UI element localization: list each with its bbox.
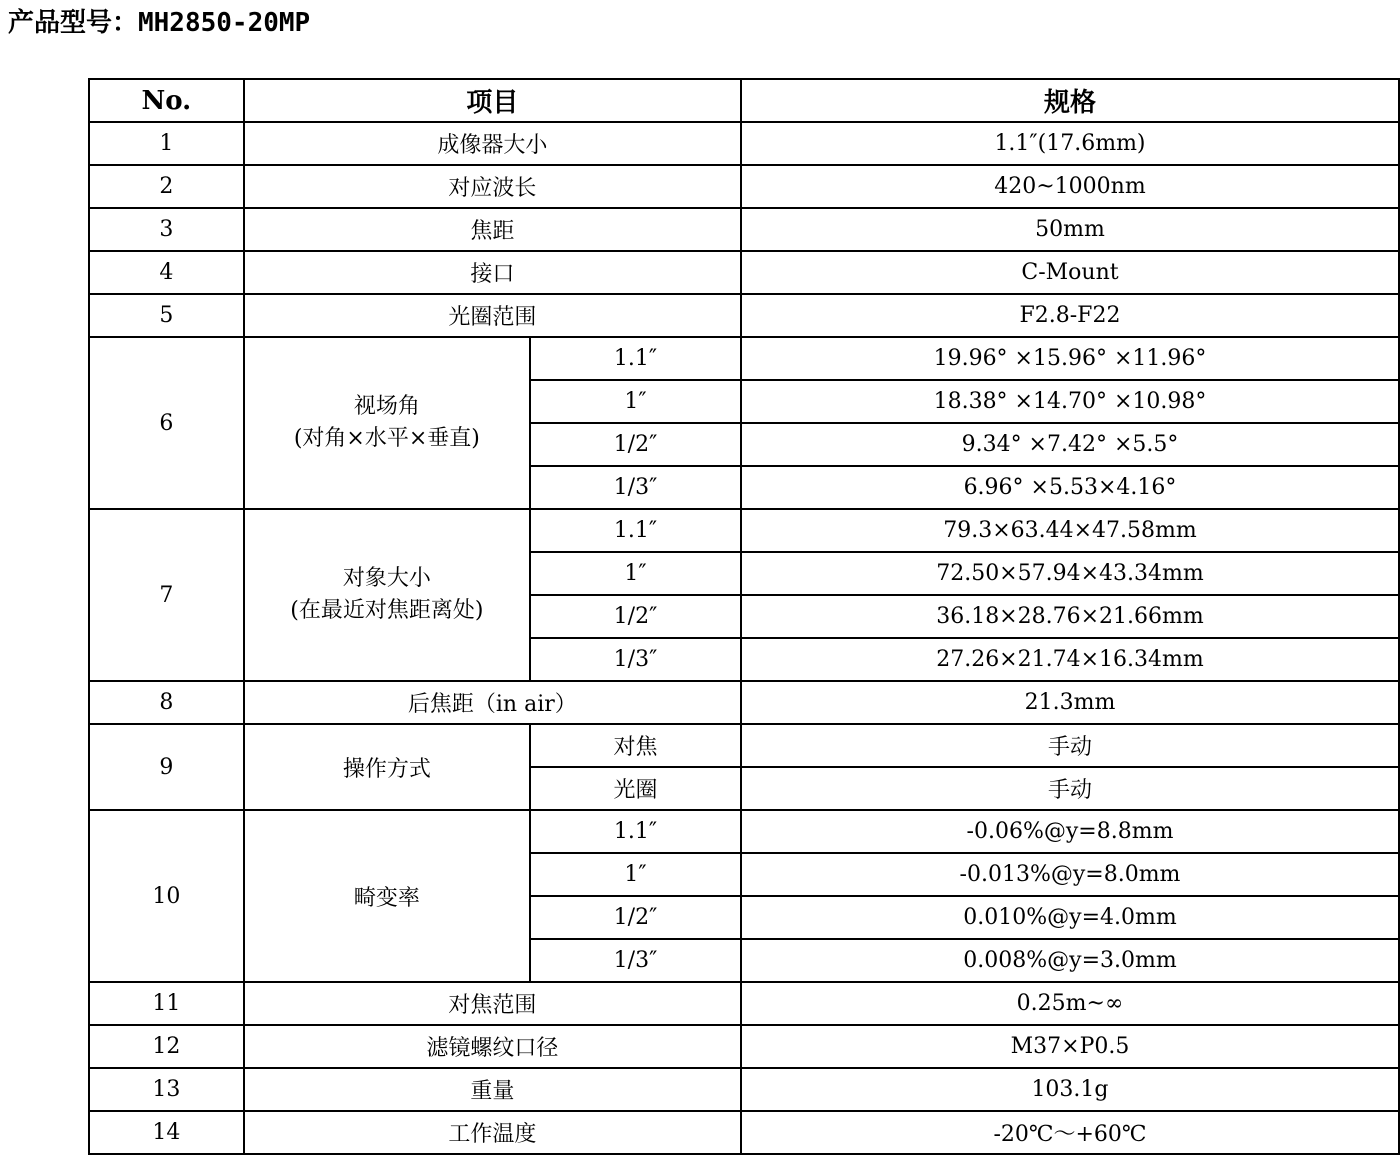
table-row [89, 294, 1399, 337]
table-row [89, 165, 1399, 208]
row-spec: 27.26×21.74×16.34mm [741, 638, 1399, 681]
row-sub: 1/3″ [530, 939, 741, 982]
row-sub: 1″ [530, 552, 741, 595]
table-row [89, 337, 1399, 380]
row-no: 3 [89, 208, 244, 251]
row-item: 对应波长 [244, 165, 741, 208]
table-row [89, 681, 1399, 724]
table-row [89, 810, 1399, 853]
row-item: 后焦距（in air） [244, 681, 741, 724]
table-row [89, 1025, 1399, 1068]
row-no: 12 [89, 1025, 244, 1068]
row-spec: 103.1g [741, 1068, 1399, 1111]
row-sub: 1″ [530, 853, 741, 896]
row-item: 重量 [244, 1068, 741, 1111]
row-spec: 手动 [741, 767, 1399, 810]
table-row [89, 208, 1399, 251]
row-sub: 对焦 [530, 724, 741, 767]
table-row [89, 122, 1399, 165]
row-spec: 50mm [741, 208, 1399, 251]
table-row [89, 251, 1399, 294]
row-no: 14 [89, 1111, 244, 1154]
row-spec: -20℃～+60℃ [741, 1111, 1399, 1154]
row-no: 6 [89, 337, 244, 509]
row-spec: 0.25m~∞ [741, 982, 1399, 1025]
row-sub: 1/2″ [530, 595, 741, 638]
row-spec: 36.18×28.76×21.66mm [741, 595, 1399, 638]
row-item: 工作温度 [244, 1111, 741, 1154]
row-spec: -0.06%@y=8.8mm [741, 810, 1399, 853]
row-item: 接口 [244, 251, 741, 294]
row-sub: 1.1″ [530, 810, 741, 853]
row-no: 2 [89, 165, 244, 208]
table-row [89, 1068, 1399, 1111]
row-spec: 0.010%@y=4.0mm [741, 896, 1399, 939]
table-row [89, 982, 1399, 1025]
row-item: 操作方式 [244, 724, 530, 810]
row-no: 7 [89, 509, 244, 681]
row-spec: 79.3×63.44×47.58mm [741, 509, 1399, 552]
row-sub: 1.1″ [530, 337, 741, 380]
row-spec: 19.96° ×15.96° ×11.96° [741, 337, 1399, 380]
row-sub: 1/3″ [530, 638, 741, 681]
page-title: 产品型号：MH2850-20MP [8, 8, 311, 38]
row-no: 5 [89, 294, 244, 337]
row-spec: 420~1000nm [741, 165, 1399, 208]
row-spec: 21.3mm [741, 681, 1399, 724]
row-spec: 0.008%@y=3.0mm [741, 939, 1399, 982]
row-no: 11 [89, 982, 244, 1025]
row-spec: 6.96° ×5.53×4.16° [741, 466, 1399, 509]
table-row [89, 509, 1399, 552]
header-item: 项目 [244, 79, 741, 122]
row-spec: F2.8-F22 [741, 294, 1399, 337]
row-item-line1: 视场角 [353, 394, 420, 419]
row-sub: 1″ [530, 380, 741, 423]
row-item [244, 337, 530, 509]
row-sub: 1/2″ [530, 423, 741, 466]
row-spec: -0.013%@y=8.0mm [741, 853, 1399, 896]
row-item-line1: 对象大小 [342, 566, 431, 591]
row-spec: 72.50×57.94×43.34mm [741, 552, 1399, 595]
row-no: 13 [89, 1068, 244, 1111]
row-no: 1 [89, 122, 244, 165]
row-sub: 1/3″ [530, 466, 741, 509]
row-spec: 18.38° ×14.70° ×10.98° [741, 380, 1399, 423]
row-item-line2: (在最近对焦距离处) [290, 598, 484, 623]
row-spec: 手动 [741, 724, 1399, 767]
header-spec: 规格 [741, 79, 1399, 122]
row-no: 8 [89, 681, 244, 724]
row-spec: M37×P0.5 [741, 1025, 1399, 1068]
row-spec: C-Mount [741, 251, 1399, 294]
row-spec: 9.34° ×7.42° ×5.5° [741, 423, 1399, 466]
row-item: 成像器大小 [244, 122, 741, 165]
row-sub: 光圈 [530, 767, 741, 810]
table-row [89, 1111, 1399, 1154]
row-item: 畸变率 [244, 810, 530, 982]
row-no: 10 [89, 810, 244, 982]
spec-table [88, 78, 1400, 1155]
row-item [244, 509, 530, 681]
header-no: No. [89, 79, 244, 122]
row-item: 对焦范围 [244, 982, 741, 1025]
row-item: 滤镜螺纹口径 [244, 1025, 741, 1068]
row-item: 光圈范围 [244, 294, 741, 337]
row-sub: 1/2″ [530, 896, 741, 939]
table-row [89, 724, 1399, 767]
row-item: 焦距 [244, 208, 741, 251]
table-header-row [89, 79, 1399, 122]
row-sub: 1.1″ [530, 509, 741, 552]
row-spec: 1.1″(17.6mm) [741, 122, 1399, 165]
row-item-line2: (对角×水平×垂直) [293, 426, 480, 451]
row-no: 9 [89, 724, 244, 810]
row-no: 4 [89, 251, 244, 294]
